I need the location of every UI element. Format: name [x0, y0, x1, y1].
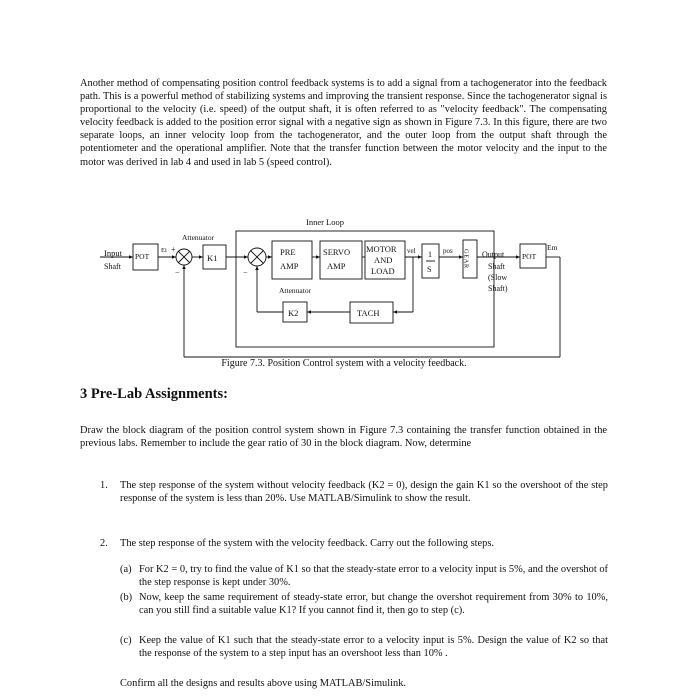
servo-amp-line2: AMP — [327, 261, 346, 271]
inner-loop-label: Inner Loop — [306, 217, 345, 227]
motor-line1: MOTOR — [366, 244, 397, 254]
list-item-number: 1. — [100, 480, 108, 491]
input-label-line1: Input — [104, 248, 122, 258]
pot-in-label: POT — [135, 252, 150, 261]
output-label-line2: Shaft — [488, 262, 505, 271]
gear-label: GEAR — [462, 249, 470, 269]
sub-item-label: (a) — [120, 564, 132, 575]
minus-sign-1: − — [175, 268, 180, 277]
k1-label: K1 — [207, 253, 218, 263]
output-label-line1: Output — [482, 250, 505, 259]
motor-line3: LOAD — [371, 266, 395, 276]
sub-item-text: For K2 = 0, try to find the value of K1 so that the steady-state error to a velocity input is 5%, and the overshot of the step response is kept under 30%. — [139, 564, 608, 589]
pos-label: pos — [443, 247, 453, 255]
list-item-text: The step response of the system without velocity feedback (K2 = 0), design the gain K1 so the overshoot of the step response of the system is less than 20%. Use MATLAB/Simulink to show the result. — [120, 480, 608, 505]
e-m-label: Em — [547, 243, 558, 252]
sub-item-label: (b) — [120, 592, 133, 603]
tach-label: TACH — [357, 308, 380, 318]
integrator-num: 1 — [428, 250, 432, 259]
sub-item-text: Now, keep the same requirement of steady-state error, but change the overshot requirement from 30% to 10%, can you still find a suitable value K1? If you cannot find it, then go to step (c). — [139, 592, 608, 617]
figure-caption: Figure 7.3. Position Control system with a velocity feedback. — [221, 358, 467, 369]
pre-amp-line1: PRE — [280, 247, 296, 257]
intro-paragraph: Another method of compensating position control feedback systems is to add a signal from a tachogenerator into the feedback path. This is a powerful method of stabilizing systems and improving the transient response. Since the tachogenerator signal is proportional to the velocity (i.e. speed) of the output shaft, it is often referred to as "velocity feedback". The compensating velocity feedback is added to the position error signal with a negative sign as shown in Figure 7.3. In this figure, there are two separate loops, an inner velocity loop from the tachogenerator, and the outer loop from the output shaft through the potentiometer and the operational amplifier. Note that the transfer function between the motor velocity and the input to the motor was derived in lab 4 and used in lab 5 (speed control). — [80, 78, 607, 168]
sub-item-text: Keep the value of K1 such that the steady-state error to a velocity input is 5%. Design the value of K2 so that the response of the system to a step input has an overshoot less than 10% . — [139, 635, 608, 660]
servo-amp-line1: SERVO — [323, 247, 351, 257]
k2-label: K2 — [288, 308, 299, 318]
e-i-label: Ei — [161, 247, 167, 254]
output-label-line3: (Slow — [488, 273, 508, 282]
vel-label: vel — [407, 247, 416, 255]
output-label-line4: Shaft) — [488, 284, 508, 293]
confirm-text: Confirm all the designs and results above using MATLAB/Simulink. — [120, 678, 407, 689]
pre-amp-line2: AMP — [280, 261, 299, 271]
pot-out-label: POT — [522, 252, 537, 261]
attenuator-top-label: Attenuator — [182, 233, 215, 242]
list-item-text: The step response of the system with the velocity feedback. Carry out the following steps. — [120, 538, 494, 549]
prelab-intro: Draw the block diagram of the position control system shown in Figure 7.3 containing the transfer function obtained in the previous labs. Remember to include the gear ratio of 30 in the block diagram. Now, determine — [80, 425, 607, 450]
section-heading: 3 Pre-Lab Assignments: — [80, 386, 228, 402]
block-diagram — [80, 212, 620, 382]
attenuator-bottom-label: Attenuator — [279, 286, 312, 295]
motor-line2: AND — [374, 255, 393, 265]
integrator-den: S — [427, 265, 432, 274]
minus-sign-2: − — [243, 268, 248, 277]
plus-sign-1: + — [171, 245, 176, 254]
input-label-line2: Shaft — [104, 262, 121, 271]
sub-item-label: (c) — [120, 635, 132, 646]
list-item-number: 2. — [100, 538, 108, 549]
